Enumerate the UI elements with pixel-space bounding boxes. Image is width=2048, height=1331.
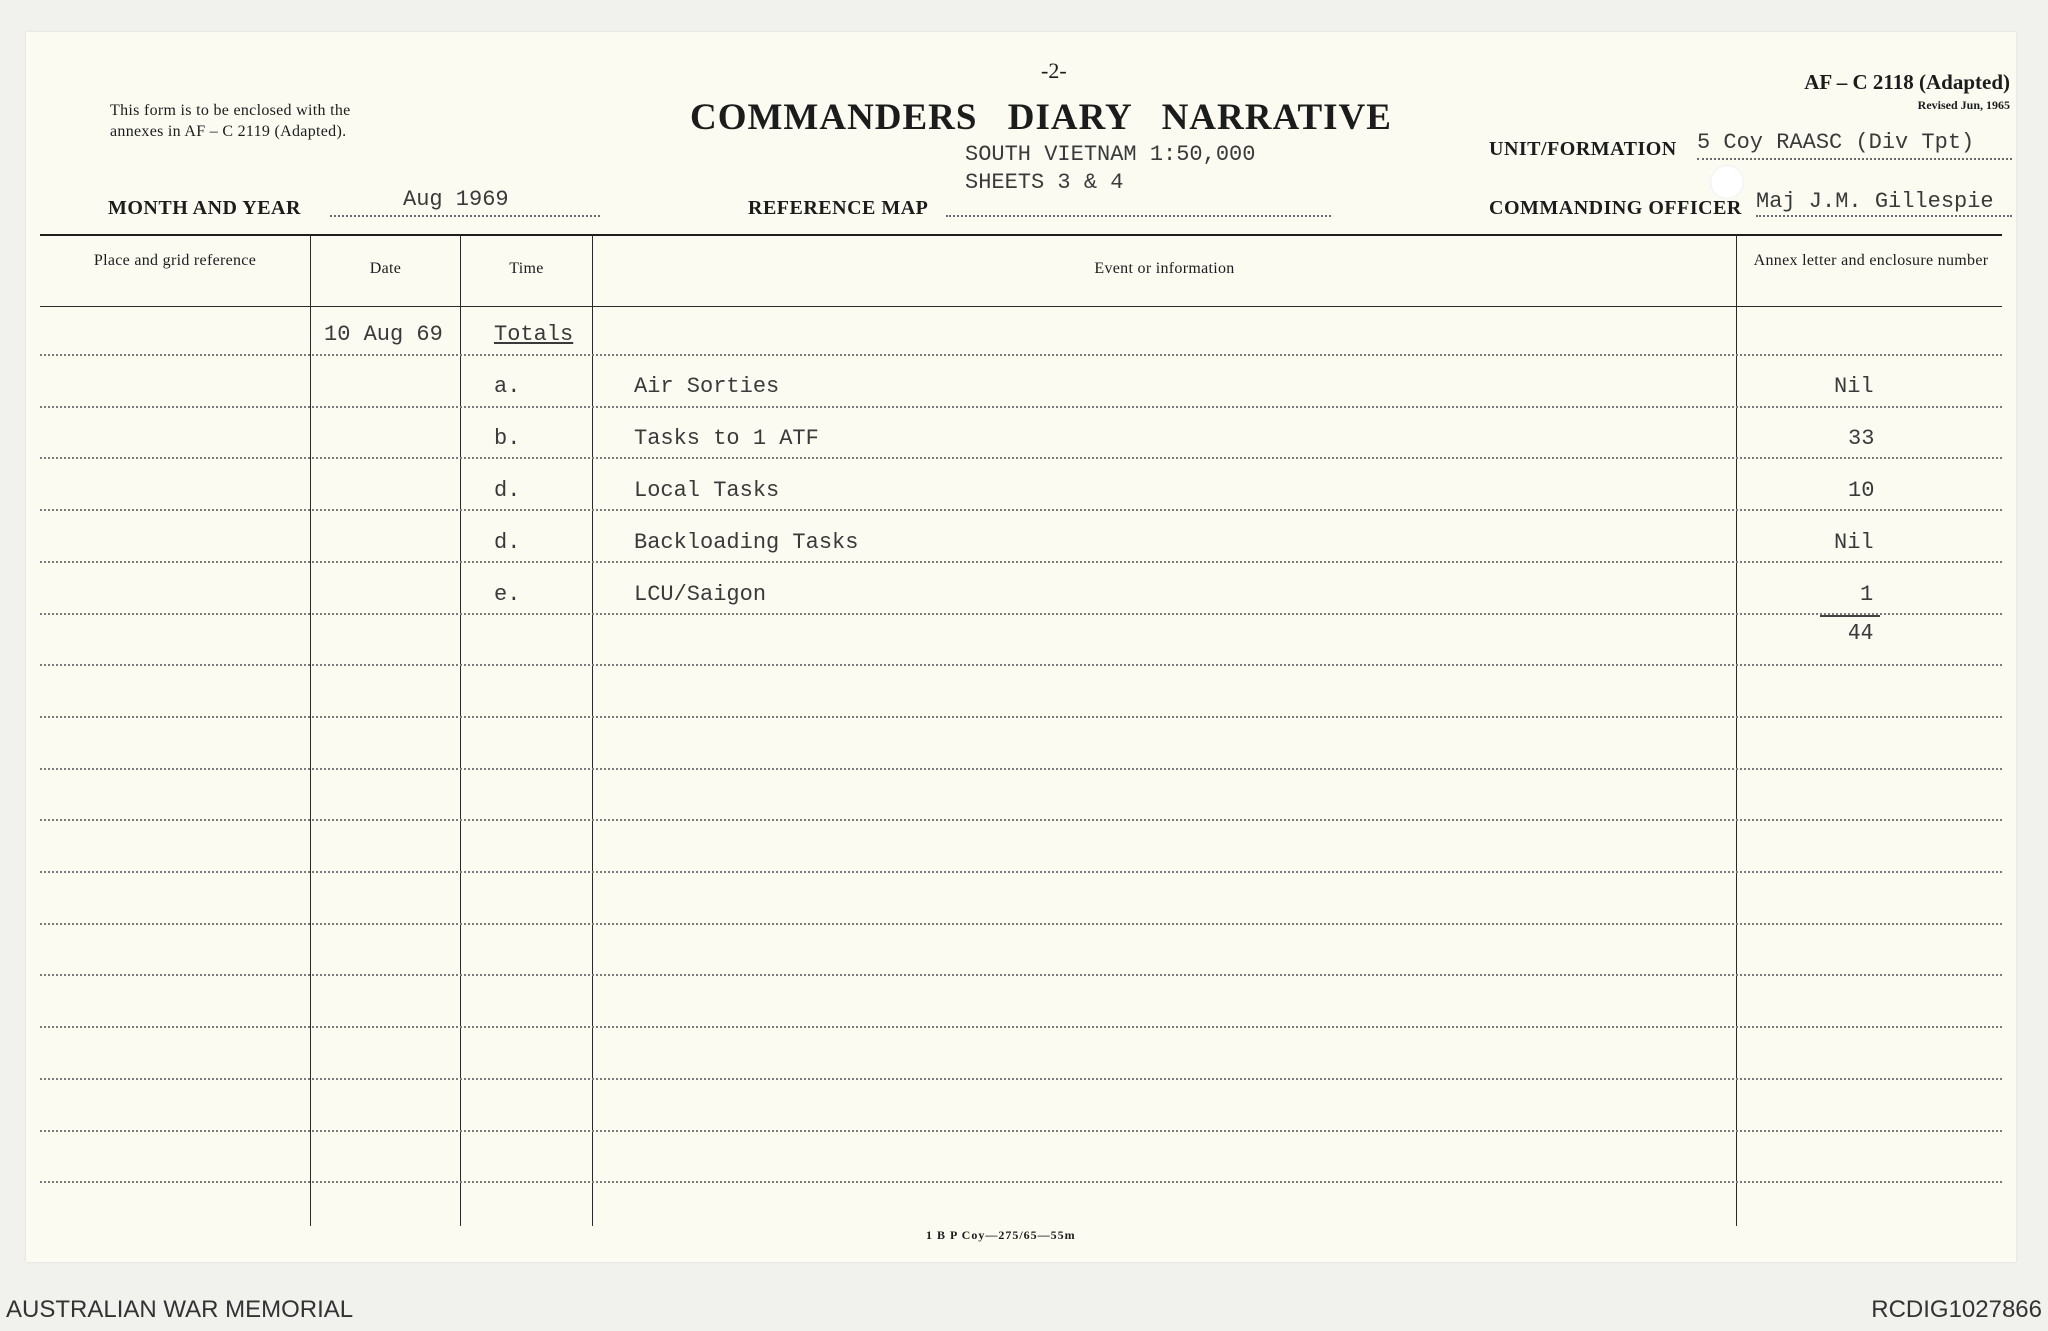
row-annex: 1: [1860, 582, 1874, 607]
row-dotted-line: [40, 819, 2002, 821]
unit-formation-value: 5 Coy RAASC (Div Tpt): [1697, 130, 1975, 155]
month-year-label: MONTH AND YEAR: [108, 197, 301, 219]
record-id-caption: RCDIG1027866: [1871, 1296, 2042, 1323]
row-event: Backloading Tasks: [634, 530, 859, 555]
table-header-rule: [40, 306, 2002, 307]
row-dotted-line: [40, 974, 2002, 976]
row-event: Local Tasks: [634, 478, 780, 503]
form-number: AF – C 2118 (Adapted): [1804, 70, 2010, 94]
diary-form: [26, 32, 2016, 1262]
commanding-officer-dotted-line: [1756, 215, 2012, 217]
row-dotted-line: [40, 509, 2002, 511]
print-code: 1 B P Coy—275/65—55m: [926, 1228, 1076, 1242]
unit-formation-label: UNIT/FORMATION: [1489, 138, 1677, 160]
row-dotted-line: [40, 664, 2002, 666]
row-letter: e.: [494, 582, 521, 607]
row-dotted-line: [40, 923, 2002, 925]
commanding-officer-value: Maj J.M. Gillespie: [1756, 189, 1994, 214]
reference-map-label: REFERENCE MAP: [748, 197, 929, 219]
archive-caption: AUSTRALIAN WAR MEMORIAL: [6, 1296, 354, 1323]
row-dotted-line: [40, 406, 2002, 408]
reference-map-value-line-2: SHEETS 3 & 4: [965, 170, 1124, 195]
row-event: LCU/Saigon: [634, 582, 767, 607]
row-dotted-line: [40, 1130, 2002, 1132]
row-letter: b.: [494, 426, 521, 451]
month-year-value: Aug 1969: [403, 187, 509, 212]
form-title: COMMANDERS DIARY NARRATIVE: [690, 97, 1392, 138]
unit-formation-dotted-line: [1697, 158, 2012, 160]
reference-map-value-line-1: SOUTH VIETNAM 1:50,000: [965, 142, 1256, 167]
header-time: Time: [509, 260, 544, 277]
header-event: Event or information: [1094, 260, 1235, 277]
row-dotted-line: [40, 716, 2002, 718]
row-dotted-line: [40, 1181, 2002, 1183]
row-dotted-line: [40, 354, 2002, 356]
form-revision: Revised Jun, 1965: [1917, 98, 2010, 112]
header-annex: Annex letter and enclosure number: [1753, 252, 1989, 269]
total-value: 44: [1848, 620, 1874, 644]
total-rule: [1820, 615, 1880, 617]
time-entry: Totals: [494, 322, 574, 347]
header-date: Date: [369, 260, 402, 277]
date-entry: 10 Aug 69: [324, 322, 443, 347]
reference-map-dotted-line: [946, 215, 1331, 217]
commanding-officer-label: COMMANDING OFFICER: [1489, 197, 1742, 219]
punch-hole: [1710, 165, 1744, 199]
month-year-dotted-line: [330, 215, 600, 217]
row-dotted-line: [40, 1078, 2002, 1080]
instruction-line-2: annexes in AF – C 2119 (Adapted).: [110, 123, 347, 140]
row-annex: 10: [1848, 478, 1875, 503]
row-dotted-line: [40, 457, 2002, 459]
row-dotted-line: [40, 561, 2002, 563]
row-dotted-line: [40, 871, 2002, 873]
header-place: Place and grid reference: [93, 252, 257, 269]
row-event: Tasks to 1 ATF: [634, 426, 819, 451]
row-event: Air Sorties: [634, 374, 780, 399]
row-annex: Nil: [1834, 374, 1874, 399]
row-dotted-line: [40, 613, 2002, 615]
row-letter: a.: [494, 374, 521, 399]
form-instruction: [110, 100, 351, 142]
row-dotted-line: [40, 1026, 2002, 1028]
row-letter: d.: [494, 530, 521, 555]
table-top-rule: [40, 234, 2002, 236]
row-letter: d.: [494, 478, 521, 503]
row-annex: 33: [1848, 426, 1875, 451]
row-annex: Nil: [1834, 530, 1874, 555]
instruction-line-1: This form is to be enclosed with the: [110, 102, 351, 119]
page-number: -2-: [1041, 58, 1067, 83]
row-dotted-line: [40, 768, 2002, 770]
